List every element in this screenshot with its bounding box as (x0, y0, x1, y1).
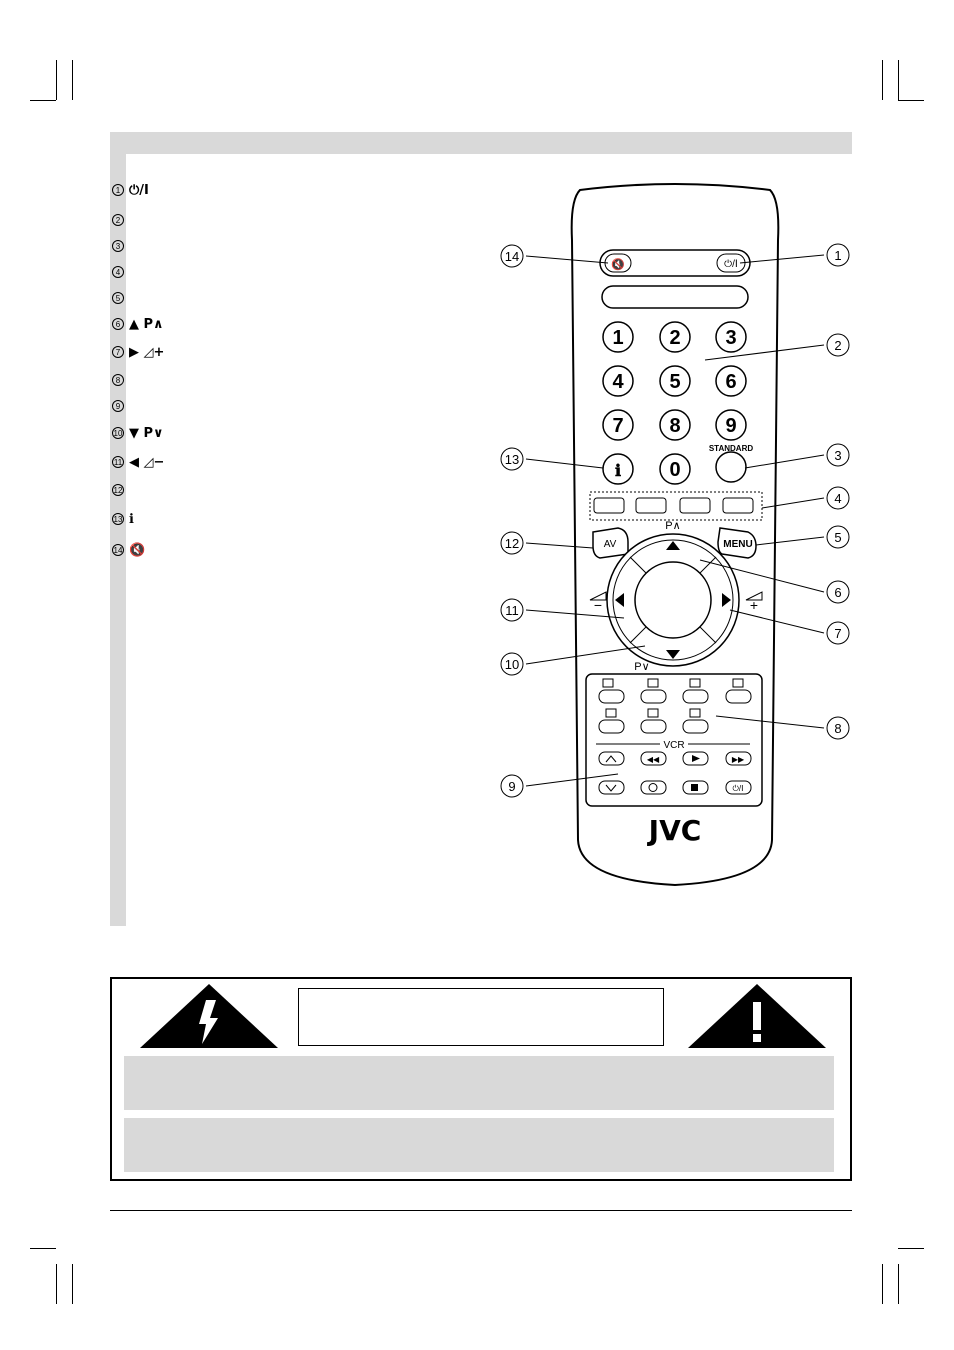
callout-number: 13 (504, 452, 520, 467)
legend-item (112, 481, 129, 499)
crop-mark (72, 60, 73, 100)
callout-number: 4 (112, 266, 124, 278)
legend-item (112, 541, 145, 559)
info-icon: ℹ (614, 463, 622, 480)
callout-number: 6 (112, 318, 124, 330)
fast-forward-icon: ▶▶ (731, 755, 745, 764)
section-header-bar (110, 132, 852, 154)
yellow-button (680, 498, 710, 513)
callout-number: 6 (834, 585, 842, 600)
vcr-power-icon: ⏻/Ⅰ (732, 784, 744, 793)
legend-symbol: ▶ ◿+ (129, 344, 165, 360)
stop-icon (691, 784, 698, 791)
red-button (594, 498, 624, 513)
legend-item (112, 211, 129, 229)
green-button (636, 498, 666, 513)
callout-number: 9 (112, 400, 124, 412)
digit-label: 0 (669, 459, 681, 481)
lightning-warning-icon (140, 984, 278, 1048)
legend-item (112, 289, 129, 307)
digit-label: 9 (725, 415, 737, 437)
callout-number: 10 (504, 657, 520, 672)
legend-item (112, 453, 164, 471)
exclamation-warning-icon (688, 984, 826, 1048)
crop-mark (72, 1264, 73, 1304)
digit-label: 1 (612, 327, 624, 349)
callout-number: 11 (113, 457, 123, 467)
callout-number: 14 (504, 249, 520, 264)
crop-mark (30, 1248, 56, 1249)
callout-number: 13 (113, 514, 123, 524)
vol-minus-label: − (593, 597, 603, 613)
legend-item (112, 371, 129, 389)
callout-number: 5 (112, 292, 124, 304)
vcr-label: VCR (663, 740, 685, 751)
power-icon: ⏻/Ⅰ (724, 259, 738, 270)
callout-number: 2 (834, 338, 842, 353)
rewind-icon: ◀◀ (646, 755, 660, 764)
callout-number: 12 (113, 485, 123, 495)
callout-number: 3 (112, 240, 124, 252)
crop-mark (30, 100, 56, 101)
crop-mark (882, 60, 883, 100)
crop-mark (898, 1264, 899, 1304)
legend-item (112, 237, 129, 255)
digit-label: 8 (669, 415, 681, 437)
blue-button (723, 498, 753, 513)
warning-text-panel (124, 1056, 834, 1110)
menu-label: MENU (723, 539, 753, 550)
av-label: AV (603, 539, 617, 550)
digit-label: 2 (669, 327, 681, 349)
callout-number: 2 (112, 214, 124, 226)
callout-number: 12 (504, 536, 520, 551)
callout-number: 14 (113, 545, 123, 555)
legend-symbol: ℹ (129, 511, 134, 527)
callout-number: 1 (112, 184, 124, 196)
digit-label: 6 (725, 371, 737, 393)
standard-label: STANDARD (708, 444, 754, 453)
mute-icon: 🔇 (611, 259, 625, 271)
footer-rule (110, 1210, 852, 1211)
callout-number: 3 (834, 448, 842, 463)
crop-mark (898, 60, 899, 100)
vol-plus-label: + (749, 597, 759, 613)
prog-up-label: P∧ (665, 520, 681, 532)
legend-item (112, 510, 134, 528)
crop-mark (898, 100, 924, 101)
legend-symbol: ▲ P∧ (129, 316, 164, 332)
callout-number: 4 (834, 491, 842, 506)
callout-number: 10 (113, 428, 123, 438)
crop-mark (56, 1264, 57, 1304)
callout-number: 8 (834, 721, 842, 736)
legend-symbol: 🔇 (129, 542, 146, 558)
callout-number: 5 (834, 530, 842, 545)
legend-item (112, 263, 129, 281)
callout-number: 7 (112, 346, 124, 358)
callout-number: 8 (112, 374, 124, 386)
legend-item (112, 424, 164, 442)
legend-symbol: ⏻/Ⅰ (129, 182, 149, 198)
callout-number: 7 (834, 626, 842, 641)
warning-title-box (298, 988, 664, 1046)
remote-control-illustration (490, 180, 860, 900)
legend-symbol: ◀ ◿− (129, 454, 165, 470)
crop-mark (898, 1248, 924, 1249)
legend-item (112, 397, 129, 415)
nav-center (635, 562, 711, 638)
legend-symbol: ▼ P∨ (129, 425, 164, 441)
digit-label: 7 (612, 415, 624, 437)
callout-number: 1 (834, 248, 842, 263)
digit-label: 3 (725, 327, 737, 349)
prog-down-label: P∨ (634, 661, 650, 673)
digit-label: 4 (612, 371, 624, 393)
brand-logo: JVC (648, 814, 702, 847)
callout-number: 9 (508, 779, 516, 794)
callout-number: 11 (505, 603, 519, 618)
legend-item (112, 181, 149, 199)
legend-item (112, 315, 164, 333)
crop-mark (56, 60, 57, 100)
crop-mark (882, 1264, 883, 1304)
caution-text-panel (124, 1118, 834, 1172)
digit-label: 5 (669, 371, 681, 393)
legend-item (112, 343, 164, 361)
